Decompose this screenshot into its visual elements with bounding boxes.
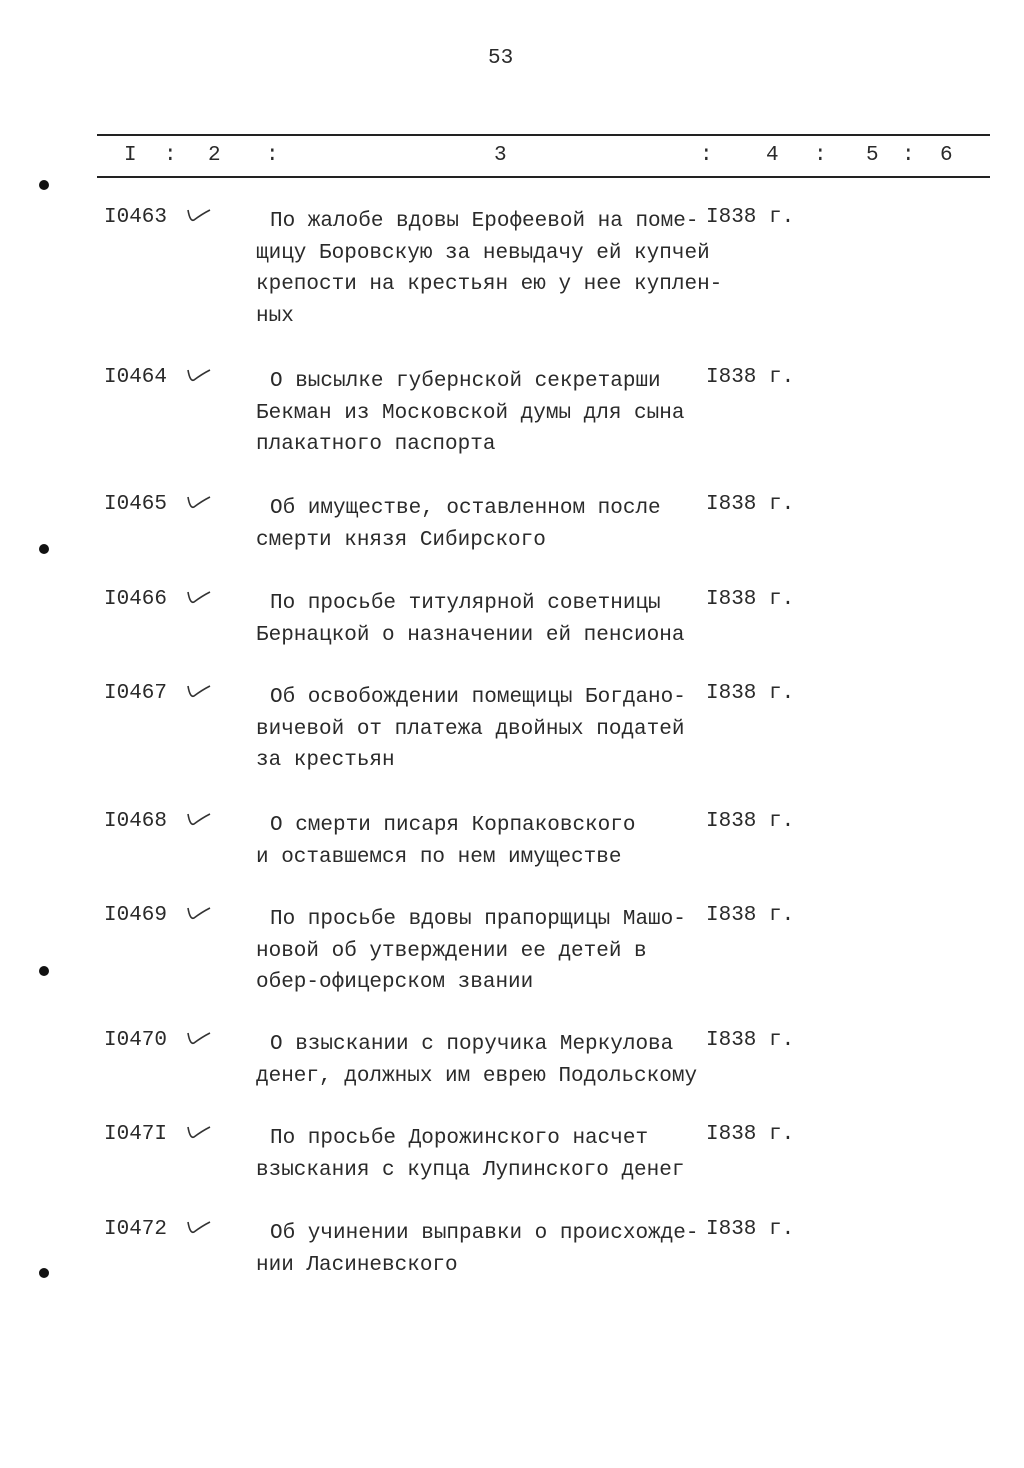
entry-description xyxy=(256,1218,698,1281)
col-sep: : xyxy=(164,144,177,167)
entry-number: I0468 xyxy=(104,810,168,833)
description-line: взыскания с купца Лупинского денег xyxy=(256,1158,685,1182)
description-line: Об освобождении помещицы Богдано- xyxy=(270,686,686,709)
description-line: смерти князя Сибирского xyxy=(256,528,546,552)
col-1: I xyxy=(124,144,137,167)
entry-year: I838 г. xyxy=(706,493,795,516)
checkmark-icon xyxy=(184,1214,214,1240)
entry-description xyxy=(256,1123,684,1186)
col-5: 5 xyxy=(866,144,879,167)
col-sep: : xyxy=(700,144,713,167)
checkmark-icon xyxy=(184,1119,214,1145)
entry-description xyxy=(256,904,686,999)
entry-year: I838 г. xyxy=(706,206,795,229)
entry-number: I0469 xyxy=(104,904,168,927)
description-line: По просьбе титулярной советницы xyxy=(270,592,661,615)
checkmark-icon xyxy=(184,489,214,515)
checkmark-icon xyxy=(184,900,214,926)
entry-number: I0465 xyxy=(104,493,168,516)
entry-description xyxy=(256,588,684,651)
col-6: 6 xyxy=(940,144,953,167)
description-line: О высылке губернской секретарши xyxy=(270,370,661,393)
entry-description xyxy=(256,366,684,461)
entry-year: I838 г. xyxy=(706,810,795,833)
description-line: за крестьян xyxy=(256,749,395,772)
description-line: Бернацкой о назначении ей пенсиона xyxy=(256,623,685,647)
entry-number: I0464 xyxy=(104,366,168,389)
entry-description xyxy=(256,682,686,777)
entry-number: I0466 xyxy=(104,588,168,611)
header-top-rule xyxy=(97,134,990,136)
description-line: нии Ласиневского xyxy=(256,1253,458,1277)
description-line: О смерти писаря Корпаковского xyxy=(270,814,636,837)
description-line: вичевой от платежа двойных податей xyxy=(256,717,685,741)
entry-number: I0472 xyxy=(104,1218,168,1241)
entry-year: I838 г. xyxy=(706,1218,795,1241)
binder-hole xyxy=(39,966,49,976)
description-line: Об имуществе, оставленном после xyxy=(270,497,661,520)
description-line: плакатного паспорта xyxy=(256,433,496,456)
checkmark-icon xyxy=(184,678,214,704)
description-line: Об учинении выправки о происхожде- xyxy=(270,1222,699,1245)
header-bottom-rule xyxy=(97,176,990,178)
description-line: ных xyxy=(256,304,294,328)
checkmark-icon xyxy=(184,362,214,388)
description-line: новой об утверждении ее детей в xyxy=(256,939,647,963)
entry-number: I0463 xyxy=(104,206,168,229)
entry-year: I838 г. xyxy=(706,588,795,611)
description-line: крепости на крестьян ею у нее куплен- xyxy=(256,273,723,296)
description-line: По просьбе вдовы прапорщицы Машо- xyxy=(270,908,686,931)
col-sep: : xyxy=(266,144,279,167)
description-line: О взыскании с поручика Меркулова xyxy=(270,1033,674,1056)
col-2: 2 xyxy=(208,144,221,167)
binder-hole xyxy=(39,544,49,554)
entry-number: I047I xyxy=(104,1123,168,1146)
entry-number: I0467 xyxy=(104,682,168,705)
checkmark-icon xyxy=(184,806,214,832)
description-line: Бекман из Московской думы для сына xyxy=(256,401,685,425)
description-line: щицу Боровскую за невыдачу ей купчей xyxy=(256,241,710,265)
binder-hole xyxy=(39,1268,49,1278)
entry-year: I838 г. xyxy=(706,366,795,389)
col-4: 4 xyxy=(766,144,779,167)
entry-description xyxy=(256,810,635,873)
description-line: денег, должных им еврею Подольскому xyxy=(256,1064,698,1088)
entry-number: I0470 xyxy=(104,1029,168,1052)
checkmark-icon xyxy=(184,202,214,228)
entry-description xyxy=(256,206,722,332)
entry-year: I838 г. xyxy=(706,1029,795,1052)
description-line: По просьбе Дорожинского насчет xyxy=(270,1127,649,1150)
checkmark-icon xyxy=(184,584,214,610)
col-sep: : xyxy=(902,144,915,167)
description-line: и оставшемся по нем имуществе xyxy=(256,845,622,869)
description-line: По жалобе вдовы Ерофеевой на поме- xyxy=(270,210,699,233)
entry-description xyxy=(256,1029,697,1092)
entry-year: I838 г. xyxy=(706,1123,795,1146)
col-3: 3 xyxy=(494,144,507,167)
entry-year: I838 г. xyxy=(706,904,795,927)
entry-description xyxy=(256,493,661,556)
description-line: обер-офицерском звании xyxy=(256,971,534,994)
page-number: 53 xyxy=(488,47,514,70)
entry-year: I838 г. xyxy=(706,682,795,705)
binder-hole xyxy=(39,180,49,190)
col-sep: : xyxy=(814,144,827,167)
checkmark-icon xyxy=(184,1025,214,1051)
